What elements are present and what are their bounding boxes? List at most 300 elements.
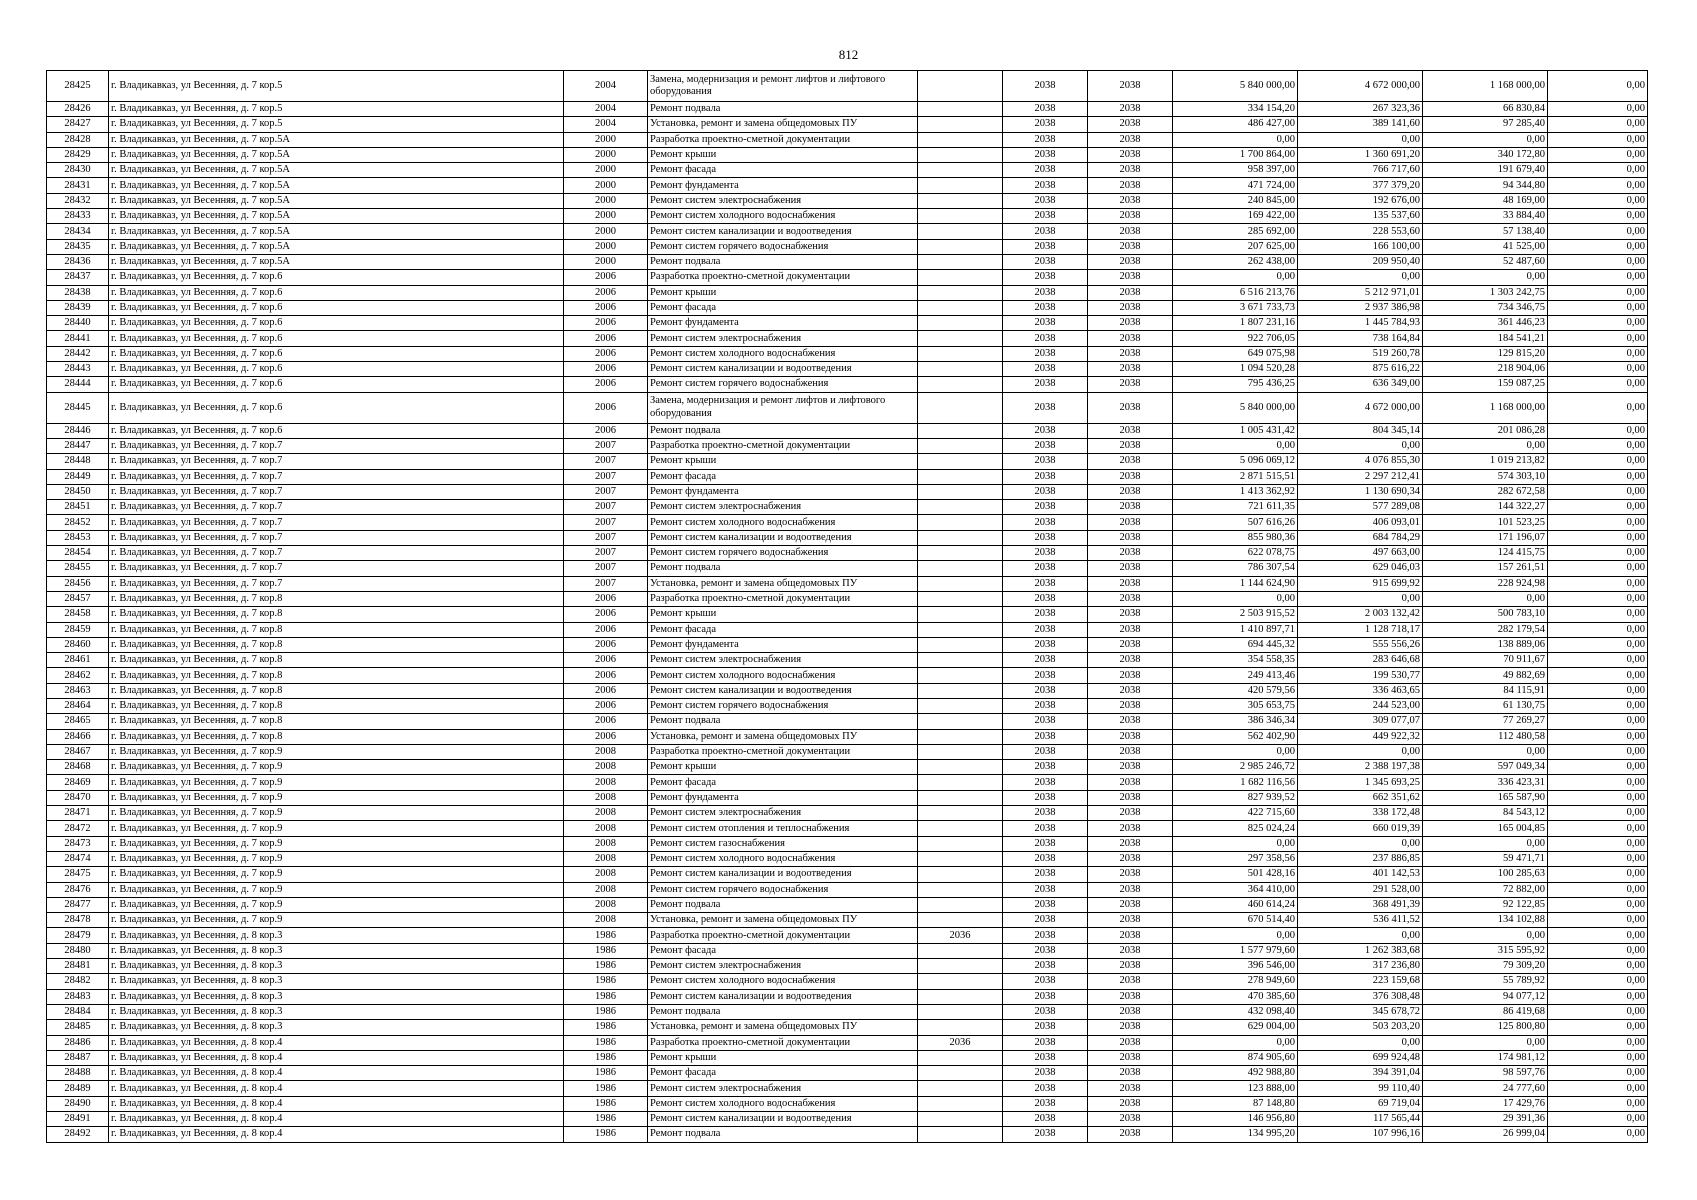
plan-year-end-cell: 2038 [1088,530,1173,545]
row-id-cell: 28445 [47,392,109,423]
work-type-cell: Ремонт крыши [648,760,918,775]
plan-year-end-cell: 2038 [1088,836,1173,851]
other-amount-cell: 0,00 [1548,561,1648,576]
owner-amount-cell: 59 471,71 [1423,851,1548,866]
extra-year-cell [918,821,1003,836]
work-type-cell: Ремонт систем холодного водоснабжения [648,209,918,224]
fund-amount-cell: 166 100,00 [1298,239,1423,254]
build-year-cell: 2007 [564,438,648,453]
work-type-cell: Установка, ремонт и замена общедомовых ПУ [648,117,918,132]
total-cost-cell: 285 692,00 [1173,224,1298,239]
extra-year-cell [918,974,1003,989]
address-cell: г. Владикавказ, ул Весенняя, д. 7 кор.8 [109,591,564,606]
owner-amount-cell: 86 419,68 [1423,1004,1548,1019]
work-type-cell: Ремонт систем электроснабжения [648,653,918,668]
work-type-cell: Ремонт фундамента [648,316,918,331]
work-type-cell: Ремонт фасада [648,622,918,637]
plan-year-end-cell: 2038 [1088,622,1173,637]
build-year-cell: 2000 [564,163,648,178]
fund-amount-cell: 376 308,48 [1298,989,1423,1004]
plan-year-end-cell: 2038 [1088,1112,1173,1127]
extra-year-cell [918,469,1003,484]
extra-year-cell [918,71,1003,102]
work-type-cell: Ремонт систем холодного водоснабжения [648,974,918,989]
other-amount-cell: 0,00 [1548,1096,1648,1111]
address-cell: г. Владикавказ, ул Весенняя, д. 7 кор.8 [109,698,564,713]
fund-amount-cell: 536 411,52 [1298,913,1423,928]
plan-year-start-cell: 2038 [1003,346,1088,361]
row-id-cell: 28452 [47,515,109,530]
fund-amount-cell: 209 950,40 [1298,254,1423,269]
address-cell: г. Владикавказ, ул Весенняя, д. 7 кор.7 [109,576,564,591]
plan-year-start-cell: 2038 [1003,989,1088,1004]
plan-year-start-cell: 2038 [1003,285,1088,300]
plan-year-end-cell: 2038 [1088,1096,1173,1111]
table-row [47,668,1648,683]
total-cost-cell: 422 715,60 [1173,806,1298,821]
total-cost-cell: 87 148,80 [1173,1096,1298,1111]
owner-amount-cell: 282 179,54 [1423,622,1548,637]
table-row [47,760,1648,775]
table-row [47,254,1648,269]
row-id-cell: 28484 [47,1004,109,1019]
plan-year-start-cell: 2038 [1003,561,1088,576]
owner-amount-cell: 72 882,00 [1423,882,1548,897]
extra-year-cell [918,346,1003,361]
address-cell: г. Владикавказ, ул Весенняя, д. 7 кор.7 [109,515,564,530]
extra-year-cell [918,1081,1003,1096]
row-id-cell: 28492 [47,1127,109,1142]
fund-amount-cell: 0,00 [1298,132,1423,147]
fund-amount-cell: 5 212 971,01 [1298,285,1423,300]
owner-amount-cell: 184 541,21 [1423,331,1548,346]
row-id-cell: 28483 [47,989,109,1004]
other-amount-cell: 0,00 [1548,132,1648,147]
owner-amount-cell: 48 169,00 [1423,193,1548,208]
plan-year-start-cell: 2038 [1003,377,1088,392]
table-row [47,821,1648,836]
build-year-cell: 2007 [564,546,648,561]
row-id-cell: 28472 [47,821,109,836]
extra-year-cell [918,316,1003,331]
table-row [47,591,1648,606]
table-row [47,882,1648,897]
table-row [47,117,1648,132]
address-cell: г. Владикавказ, ул Весенняя, д. 7 кор.9 [109,913,564,928]
table-row [47,1035,1648,1050]
total-cost-cell: 1 413 362,92 [1173,484,1298,499]
plan-year-end-cell: 2038 [1088,576,1173,591]
extra-year-cell [918,744,1003,759]
build-year-cell: 1986 [564,1112,648,1127]
plan-year-end-cell: 2038 [1088,1004,1173,1019]
extra-year-cell [918,484,1003,499]
plan-year-end-cell: 2038 [1088,851,1173,866]
fund-amount-cell: 99 110,40 [1298,1081,1423,1096]
work-type-cell: Ремонт подвала [648,714,918,729]
table-row [47,102,1648,117]
other-amount-cell: 0,00 [1548,147,1648,162]
row-id-cell: 28430 [47,163,109,178]
work-type-cell: Ремонт систем газоснабжения [648,836,918,851]
address-cell: г. Владикавказ, ул Весенняя, д. 7 кор.7 [109,484,564,499]
address-cell: г. Владикавказ, ул Весенняя, д. 7 кор.9 [109,867,564,882]
extra-year-cell [918,392,1003,423]
table-row [47,744,1648,759]
extra-year-cell [918,959,1003,974]
plan-year-start-cell: 2038 [1003,637,1088,652]
other-amount-cell: 0,00 [1548,469,1648,484]
table-row [47,653,1648,668]
total-cost-cell: 123 888,00 [1173,1081,1298,1096]
table-row [47,239,1648,254]
owner-amount-cell: 41 525,00 [1423,239,1548,254]
fund-amount-cell: 699 924,48 [1298,1050,1423,1065]
plan-year-end-cell: 2038 [1088,285,1173,300]
build-year-cell: 2006 [564,331,648,346]
row-id-cell: 28468 [47,760,109,775]
plan-year-start-cell: 2038 [1003,959,1088,974]
work-type-cell: Ремонт крыши [648,454,918,469]
address-cell: г. Владикавказ, ул Весенняя, д. 7 кор.7 [109,530,564,545]
plan-year-end-cell: 2038 [1088,469,1173,484]
row-id-cell: 28448 [47,454,109,469]
address-cell: г. Владикавказ, ул Весенняя, д. 7 кор.6 [109,392,564,423]
work-type-cell: Разработка проектно-сметной документации [648,591,918,606]
fund-amount-cell: 503 203,20 [1298,1020,1423,1035]
plan-year-start-cell: 2038 [1003,454,1088,469]
address-cell: г. Владикавказ, ул Весенняя, д. 8 кор.3 [109,1004,564,1019]
plan-year-start-cell: 2038 [1003,607,1088,622]
row-id-cell: 28428 [47,132,109,147]
row-id-cell: 28456 [47,576,109,591]
address-cell: г. Владикавказ, ул Весенняя, д. 7 кор.7 [109,546,564,561]
row-id-cell: 28470 [47,790,109,805]
plan-year-end-cell: 2038 [1088,102,1173,117]
extra-year-cell [918,132,1003,147]
total-cost-cell: 386 346,34 [1173,714,1298,729]
fund-amount-cell: 0,00 [1298,591,1423,606]
fund-amount-cell: 0,00 [1298,438,1423,453]
total-cost-cell: 471 724,00 [1173,178,1298,193]
build-year-cell: 1986 [564,989,648,1004]
plan-year-start-cell: 2038 [1003,897,1088,912]
fund-amount-cell: 345 678,72 [1298,1004,1423,1019]
plan-year-start-cell: 2038 [1003,1035,1088,1050]
fund-amount-cell: 4 076 855,30 [1298,454,1423,469]
plan-year-end-cell: 2038 [1088,928,1173,943]
work-type-cell: Ремонт фундамента [648,790,918,805]
row-id-cell: 28451 [47,500,109,515]
work-type-cell: Ремонт систем электроснабжения [648,500,918,515]
other-amount-cell: 0,00 [1548,1081,1648,1096]
total-cost-cell: 364 410,00 [1173,882,1298,897]
owner-amount-cell: 124 415,75 [1423,546,1548,561]
other-amount-cell: 0,00 [1548,836,1648,851]
owner-amount-cell: 129 815,20 [1423,346,1548,361]
owner-amount-cell: 112 480,58 [1423,729,1548,744]
work-type-cell: Ремонт фасада [648,163,918,178]
build-year-cell: 2008 [564,897,648,912]
work-type-cell: Установка, ремонт и замена общедомовых ПУ [648,729,918,744]
work-type-cell: Ремонт систем электроснабжения [648,193,918,208]
fund-amount-cell: 117 565,44 [1298,1112,1423,1127]
plan-year-start-cell: 2038 [1003,71,1088,102]
table-row [47,362,1648,377]
plan-year-end-cell: 2038 [1088,806,1173,821]
plan-year-start-cell: 2038 [1003,760,1088,775]
table-row [47,1004,1648,1019]
row-id-cell: 28486 [47,1035,109,1050]
total-cost-cell: 1 005 431,42 [1173,423,1298,438]
plan-year-start-cell: 2038 [1003,500,1088,515]
owner-amount-cell: 144 322,27 [1423,500,1548,515]
fund-amount-cell: 401 142,53 [1298,867,1423,882]
total-cost-cell: 432 098,40 [1173,1004,1298,1019]
table-row [47,714,1648,729]
total-cost-cell: 2 871 515,51 [1173,469,1298,484]
work-type-cell: Ремонт фундамента [648,484,918,499]
work-type-cell: Ремонт фундамента [648,637,918,652]
other-amount-cell: 0,00 [1548,239,1648,254]
plan-year-end-cell: 2038 [1088,346,1173,361]
total-cost-cell: 1 682 116,56 [1173,775,1298,790]
row-id-cell: 28469 [47,775,109,790]
extra-year-cell [918,729,1003,744]
address-cell: г. Владикавказ, ул Весенняя, д. 8 кор.4 [109,1066,564,1081]
total-cost-cell: 622 078,75 [1173,546,1298,561]
table-row [47,316,1648,331]
table-row [47,836,1648,851]
total-cost-cell: 460 614,24 [1173,897,1298,912]
plan-year-start-cell: 2038 [1003,1081,1088,1096]
build-year-cell: 2007 [564,469,648,484]
plan-year-end-cell: 2038 [1088,484,1173,499]
work-type-cell: Ремонт систем канализации и водоотведения [648,867,918,882]
plan-year-end-cell: 2038 [1088,974,1173,989]
extra-year-cell [918,500,1003,515]
owner-amount-cell: 0,00 [1423,744,1548,759]
extra-year-cell [918,285,1003,300]
owner-amount-cell: 0,00 [1423,132,1548,147]
build-year-cell: 2008 [564,744,648,759]
plan-year-end-cell: 2038 [1088,500,1173,515]
row-id-cell: 28476 [47,882,109,897]
plan-year-start-cell: 2038 [1003,132,1088,147]
build-year-cell: 2006 [564,270,648,285]
other-amount-cell: 0,00 [1548,744,1648,759]
total-cost-cell: 492 988,80 [1173,1066,1298,1081]
other-amount-cell: 0,00 [1548,209,1648,224]
work-type-cell: Замена, модернизация и ремонт лифтов и лифтового оборудования [648,392,918,423]
extra-year-cell [918,270,1003,285]
plan-year-end-cell: 2038 [1088,561,1173,576]
table-row [47,683,1648,698]
address-cell: г. Владикавказ, ул Весенняя, д. 8 кор.3 [109,1020,564,1035]
row-id-cell: 28482 [47,974,109,989]
fund-amount-cell: 406 093,01 [1298,515,1423,530]
extra-year-cell [918,546,1003,561]
address-cell: г. Владикавказ, ул Весенняя, д. 7 кор.6 [109,316,564,331]
plan-year-end-cell: 2038 [1088,270,1173,285]
other-amount-cell: 0,00 [1548,989,1648,1004]
build-year-cell: 2006 [564,300,648,315]
plan-year-end-cell: 2038 [1088,392,1173,423]
table-row [47,1112,1648,1127]
plan-year-end-cell: 2038 [1088,1050,1173,1065]
address-cell: г. Владикавказ, ул Весенняя, д. 7 кор.6 [109,346,564,361]
other-amount-cell: 0,00 [1548,423,1648,438]
row-id-cell: 28446 [47,423,109,438]
build-year-cell: 2008 [564,806,648,821]
table-row [47,637,1648,652]
fund-amount-cell: 389 141,60 [1298,117,1423,132]
owner-amount-cell: 29 391,36 [1423,1112,1548,1127]
owner-amount-cell: 17 429,76 [1423,1096,1548,1111]
address-cell: г. Владикавказ, ул Весенняя, д. 7 кор.9 [109,897,564,912]
other-amount-cell: 0,00 [1548,897,1648,912]
fund-amount-cell: 291 528,00 [1298,882,1423,897]
owner-amount-cell: 77 269,27 [1423,714,1548,729]
table-row [47,530,1648,545]
total-cost-cell: 2 503 915,52 [1173,607,1298,622]
build-year-cell: 2008 [564,913,648,928]
work-type-cell: Ремонт фасада [648,300,918,315]
other-amount-cell: 0,00 [1548,224,1648,239]
owner-amount-cell: 1 019 213,82 [1423,454,1548,469]
build-year-cell: 2000 [564,178,648,193]
total-cost-cell: 420 579,56 [1173,683,1298,698]
plan-year-end-cell: 2038 [1088,178,1173,193]
address-cell: г. Владикавказ, ул Весенняя, д. 7 кор.6 [109,285,564,300]
owner-amount-cell: 159 087,25 [1423,377,1548,392]
table-row [47,897,1648,912]
total-cost-cell: 855 980,36 [1173,530,1298,545]
fund-amount-cell: 377 379,20 [1298,178,1423,193]
plan-year-start-cell: 2038 [1003,928,1088,943]
table-row [47,1081,1648,1096]
plan-year-start-cell: 2038 [1003,576,1088,591]
extra-year-cell [918,362,1003,377]
fund-amount-cell: 577 289,08 [1298,500,1423,515]
owner-amount-cell: 336 423,31 [1423,775,1548,790]
extra-year-cell: 2036 [918,928,1003,943]
plan-year-start-cell: 2038 [1003,836,1088,851]
owner-amount-cell: 734 346,75 [1423,300,1548,315]
other-amount-cell: 0,00 [1548,1020,1648,1035]
total-cost-cell: 0,00 [1173,438,1298,453]
other-amount-cell: 0,00 [1548,530,1648,545]
build-year-cell: 2007 [564,454,648,469]
row-id-cell: 28443 [47,362,109,377]
other-amount-cell: 0,00 [1548,913,1648,928]
owner-amount-cell: 157 261,51 [1423,561,1548,576]
plan-year-start-cell: 2038 [1003,683,1088,698]
extra-year-cell [918,806,1003,821]
extra-year-cell [918,622,1003,637]
extra-year-cell [918,224,1003,239]
build-year-cell: 1986 [564,959,648,974]
owner-amount-cell: 0,00 [1423,591,1548,606]
extra-year-cell [918,254,1003,269]
address-cell: г. Владикавказ, ул Весенняя, д. 8 кор.3 [109,959,564,974]
plan-year-start-cell: 2038 [1003,974,1088,989]
extra-year-cell [918,913,1003,928]
build-year-cell: 1986 [564,1066,648,1081]
table-row [47,790,1648,805]
plan-year-end-cell: 2038 [1088,867,1173,882]
plan-year-start-cell: 2038 [1003,1127,1088,1142]
total-cost-cell: 825 024,24 [1173,821,1298,836]
extra-year-cell [918,775,1003,790]
fund-amount-cell: 660 019,39 [1298,821,1423,836]
address-cell: г. Владикавказ, ул Весенняя, д. 7 кор.8 [109,683,564,698]
plan-year-start-cell: 2038 [1003,1050,1088,1065]
plan-year-end-cell: 2038 [1088,254,1173,269]
extra-year-cell [918,1050,1003,1065]
fund-amount-cell: 228 553,60 [1298,224,1423,239]
address-cell: г. Владикавказ, ул Весенняя, д. 7 кор.8 [109,637,564,652]
total-cost-cell: 5 840 000,00 [1173,71,1298,102]
plan-year-start-cell: 2038 [1003,1112,1088,1127]
owner-amount-cell: 24 777,60 [1423,1081,1548,1096]
extra-year-cell [918,637,1003,652]
plan-year-end-cell: 2038 [1088,653,1173,668]
build-year-cell: 2006 [564,637,648,652]
total-cost-cell: 5 840 000,00 [1173,392,1298,423]
table-row [47,851,1648,866]
plan-year-end-cell: 2038 [1088,897,1173,912]
other-amount-cell: 0,00 [1548,1035,1648,1050]
plan-year-start-cell: 2038 [1003,484,1088,499]
total-cost-cell: 1 577 979,60 [1173,943,1298,958]
other-amount-cell: 0,00 [1548,193,1648,208]
table-row [47,943,1648,958]
fund-amount-cell: 1 360 691,20 [1298,147,1423,162]
plan-year-end-cell: 2038 [1088,1020,1173,1035]
other-amount-cell: 0,00 [1548,1112,1648,1127]
work-type-cell: Ремонт подвала [648,561,918,576]
owner-amount-cell: 138 889,06 [1423,637,1548,652]
row-id-cell: 28441 [47,331,109,346]
other-amount-cell: 0,00 [1548,576,1648,591]
plan-year-start-cell: 2038 [1003,851,1088,866]
other-amount-cell: 0,00 [1548,790,1648,805]
address-cell: г. Владикавказ, ул Весенняя, д. 7 кор.7 [109,438,564,453]
total-cost-cell: 0,00 [1173,1035,1298,1050]
address-cell: г. Владикавказ, ул Весенняя, д. 7 кор.9 [109,836,564,851]
extra-year-cell [918,331,1003,346]
row-id-cell: 28427 [47,117,109,132]
build-year-cell: 2006 [564,346,648,361]
fund-amount-cell: 368 491,39 [1298,897,1423,912]
fund-amount-cell: 4 672 000,00 [1298,71,1423,102]
owner-amount-cell: 574 303,10 [1423,469,1548,484]
total-cost-cell: 1 700 864,00 [1173,147,1298,162]
extra-year-cell [918,178,1003,193]
work-type-cell: Ремонт систем электроснабжения [648,806,918,821]
plan-year-start-cell: 2038 [1003,790,1088,805]
address-cell: г. Владикавказ, ул Весенняя, д. 7 кор.7 [109,500,564,515]
build-year-cell: 2006 [564,591,648,606]
fund-amount-cell: 135 537,60 [1298,209,1423,224]
total-cost-cell: 3 671 733,73 [1173,300,1298,315]
work-type-cell: Установка, ремонт и замена общедомовых ПУ [648,913,918,928]
table-row [47,698,1648,713]
fund-amount-cell: 555 556,26 [1298,637,1423,652]
total-cost-cell: 6 516 213,76 [1173,285,1298,300]
table-row [47,270,1648,285]
